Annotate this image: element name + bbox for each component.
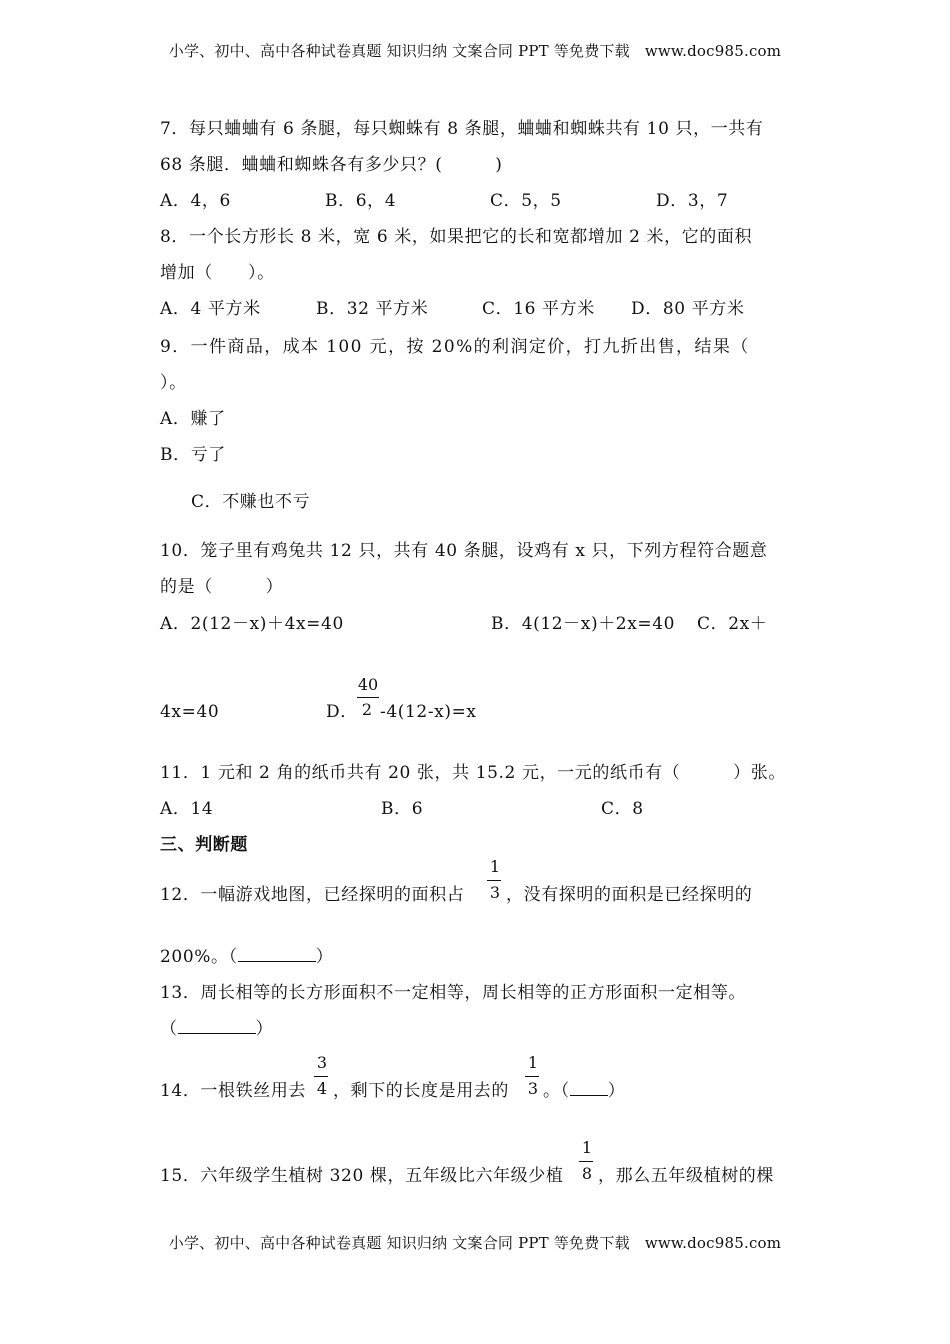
q12-fraction-denominator: 3 [489,883,501,902]
q14-text-mid: ，剩下的长度是用去的 [333,1081,509,1101]
q12-line2-close: ） [315,947,334,967]
q12-fraction-numerator: 1 [489,857,501,876]
q15-fraction-bar [579,1161,593,1162]
q9-option-c: C．不赚也不亏 [191,492,311,512]
q7-option-d: D．3，7 [656,191,729,211]
q10-option-c-part2: 4x=40 [160,702,220,722]
q11-option-c: C．8 [601,799,644,819]
q9-option-a: A．赚了 [160,409,226,429]
q12-text-after: ，没有探明的面积是已经探明的 [506,885,753,905]
q13-line2 [160,1018,273,1040]
q10-line2: 的是（ ） [160,577,284,597]
q9-line2: ）。 [160,373,187,393]
q14-answer-blank[interactable] [570,1081,608,1096]
q8-line1: 8．一个长方形长 8 米，宽 6 米，如果把它的长和宽都增加 2 米，它的面积 [160,227,753,247]
q14-close-paren: ） [607,1081,626,1101]
q14-fraction2-numerator: 1 [527,1053,539,1072]
q7-option-b: B．6，4 [325,191,397,211]
q10-d-fraction-denominator: 2 [361,700,373,719]
q10-d-fraction-bar [357,697,379,698]
q12-text-before: 12．一幅游戏地图，已经探明的面积占 [160,885,465,905]
q12-answer-blank[interactable] [238,947,316,962]
q10-d-fraction-numerator: 40 [357,675,379,694]
q11-line1: 11．1 元和 2 角的纸币共有 20 张，共 15.2 元，一元的纸币有（ ）张。 [160,763,786,783]
q13-answer-blank[interactable] [178,1019,256,1034]
footer-site-link[interactable]: www.doc985.com [644,1234,782,1252]
q7-option-c: C．5，5 [490,191,562,211]
q13-line1: 13．周长相等的长方形面积不一定相等，周长相等的正方形面积一定相等。 [160,983,747,1003]
q10-option-c-part1: C．2x＋ [697,614,768,634]
q13-close-paren: ） [255,1019,274,1039]
section-title-judgement: 三、判断题 [160,835,248,855]
q9-line1: 9．一件商品，成本 100 元，按 20%的利润定价，打九折出售，结果（ [160,337,750,357]
q8-option-b: B．32 平方米 [316,299,429,319]
q14-after-text: 。（ [543,1081,570,1101]
q10-option-a: A．2(12－x)＋4x=40 [160,614,344,634]
q11-option-b: B．6 [381,799,424,819]
q10-line1: 10．笼子里有鸡兔共 12 只，共有 40 条腿，设鸡有 x 只，下列方程符合题意 [160,541,768,561]
q10-option-b: B．4(12－x)＋2x=40 [491,614,676,634]
q14-fraction1-numerator: 3 [316,1053,328,1072]
q8-option-d: D．80 平方米 [631,299,745,319]
q12-line2 [160,946,333,968]
q14-fraction2-bar [525,1076,539,1077]
q10-option-d-label: D． [326,702,358,722]
q14-fraction1-bar [314,1076,328,1077]
q8-line2: 增加（ ）。 [160,263,275,283]
header-text: 小学、初中、高中各种试卷真题 知识归纳 文案合同 PPT 等免费下载 [168,42,630,60]
q12-line2-text: 200%。（ [160,947,238,967]
header-site-link[interactable]: www.doc985.com [644,42,782,60]
q12-fraction-bar [487,880,501,881]
q7-line1: 7．每只蛐蛐有 6 条腿，每只蜘蛛有 8 条腿，蛐蛐和蜘蛛共有 10 只，一共有 [160,119,764,139]
q15-text-after: ，那么五年级植树的棵 [598,1166,774,1186]
q15-fraction-denominator: 8 [581,1164,593,1183]
q7-option-a: A．4，6 [160,191,231,211]
q15-fraction-numerator: 1 [581,1138,593,1157]
q8-option-c: C．16 平方米 [482,299,595,319]
footer-text: 小学、初中、高中各种试卷真题 知识归纳 文案合同 PPT 等免费下载 [168,1234,630,1252]
q9-option-b: B．亏了 [160,445,226,465]
q11-option-a: A．14 [160,799,214,819]
q13-open-paren: （ [160,1019,178,1039]
q7-line2: 68 条腿．蛐蛐和蜘蛛各有多少只？( ) [160,155,503,175]
q14-fraction2-denominator: 3 [527,1079,539,1098]
q14-text-after [543,1080,625,1102]
q10-option-d-rest: -4(12-x)=x [380,702,477,722]
q14-text-before: 14．一根铁丝用去 [160,1081,307,1101]
page-header [0,40,950,61]
q15-text-before: 15．六年级学生植树 320 棵，五年级比六年级少植 [160,1166,564,1186]
q8-option-a: A．4 平方米 [160,299,261,319]
q14-fraction1-denominator: 4 [316,1079,328,1098]
page-footer [0,1232,950,1253]
